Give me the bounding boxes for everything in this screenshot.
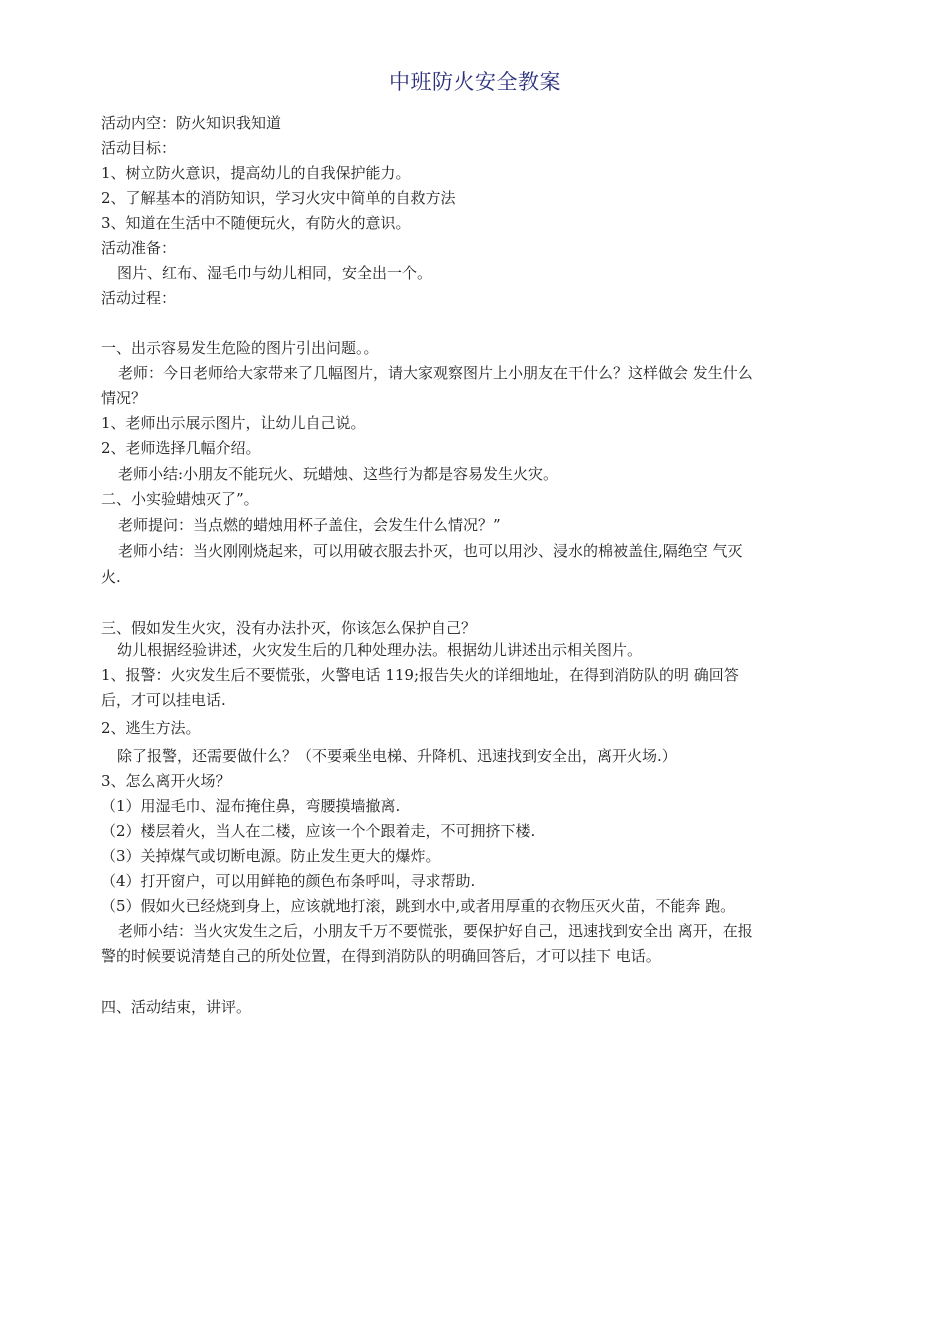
- text-line: 2、老师选择几幅介绍。: [101, 439, 261, 457]
- text-line: 2、了解基本的消防知识，学习火灾中简单的自救方法: [101, 189, 456, 207]
- list-item: （1）用湿毛巾、湿布掩住鼻，弯腰摸墙撤离.: [101, 797, 401, 815]
- text-line: 火.: [101, 568, 121, 586]
- text-line: 1、报警：火灾发生后不要慌张，火警电话 119;报告失火的详细地址，在得到消防队的明 确回答: [101, 666, 739, 684]
- text-line: 老师小结:小朋友不能玩火、玩蜡烛、这些行为都是容易发生火灾。: [118, 465, 559, 483]
- list-item: （4）打开窗户，可以用鲜艳的颜色布条呼叫，寻求帮助.: [101, 872, 476, 890]
- text-line: 老师小结：当火刚刚烧起来，可以用破衣服去扑灭，也可以用沙、浸水的棉被盖住,隔绝空 气灭: [118, 542, 743, 560]
- text-line: 警的时候要说清楚自己的所处位置，在得到消防队的明确回答后，才可以挂下 电话。: [101, 947, 661, 965]
- text-line: 幼儿根据经验讲述，火灾发生后的几种处理办法。根据幼儿讲述出示相关图片。: [117, 641, 643, 659]
- text-line: 活动内空：防火知识我知道: [101, 114, 282, 132]
- text-line: 活动准备：: [101, 239, 177, 257]
- text-line: 活动目标：: [101, 139, 177, 157]
- text-line: 3、怎么离开火场？: [101, 772, 231, 790]
- text-line: 老师提问：当点燃的蜡烛用杯子盖住，会发生什么情况？”: [118, 516, 501, 534]
- section-heading: 四、活动结束，讲评。: [101, 998, 252, 1016]
- section-heading: 二、小实验蜡烛灭了”。: [101, 490, 259, 508]
- list-item: （3）关掉煤气或切断电源。防止发生更大的爆炸。: [101, 847, 441, 865]
- text-line: 1、老师出示展示图片，让幼儿自己说。: [101, 414, 366, 432]
- text-line: 后，才可以挂电话.: [101, 691, 226, 709]
- list-item: （2）楼层着火，当人在二楼，应该一个个跟着走，不可拥挤下楼.: [101, 822, 536, 840]
- text-line: 3、知道在生活中不随便玩火，有防火的意识。: [101, 214, 411, 232]
- document-title: 中班防火安全教案: [389, 70, 561, 94]
- text-line: 除了报警，还需要做什么？（不要乘坐电梯、升降机、迅速找到安全出，离开火场.）: [117, 747, 677, 765]
- section-heading: 一、出示容易发生危险的图片引出问题。。: [101, 339, 379, 357]
- section-heading: 三、假如发生火灾，没有办法扑灭，你该怎么保护自己？: [101, 619, 477, 637]
- list-item: （5）假如火已经烧到身上，应该就地打滚，跳到水中,或者用厚重的衣物压灭火苗，不能奔 跑。: [101, 897, 736, 915]
- text-line: 老师小结：当火灾发生之后，小朋友千万不要慌张，要保护好自己，迅速找到安全出 离开，在报: [118, 922, 753, 940]
- text-line: 活动过程：: [101, 289, 177, 307]
- text-line: 图片、红布、湿毛巾与幼儿相同，安全出一个。: [117, 264, 433, 282]
- text-line: 2、逃生方法。: [101, 719, 201, 737]
- text-line: 1、树立防火意识，提高幼儿的自我保护能力。: [101, 164, 411, 182]
- text-line: 情况？: [101, 389, 147, 407]
- text-line: 老师：今日老师给大家带来了几幅图片，请大家观察图片上小朋友在干什么？这样做会 发生什么: [118, 364, 753, 382]
